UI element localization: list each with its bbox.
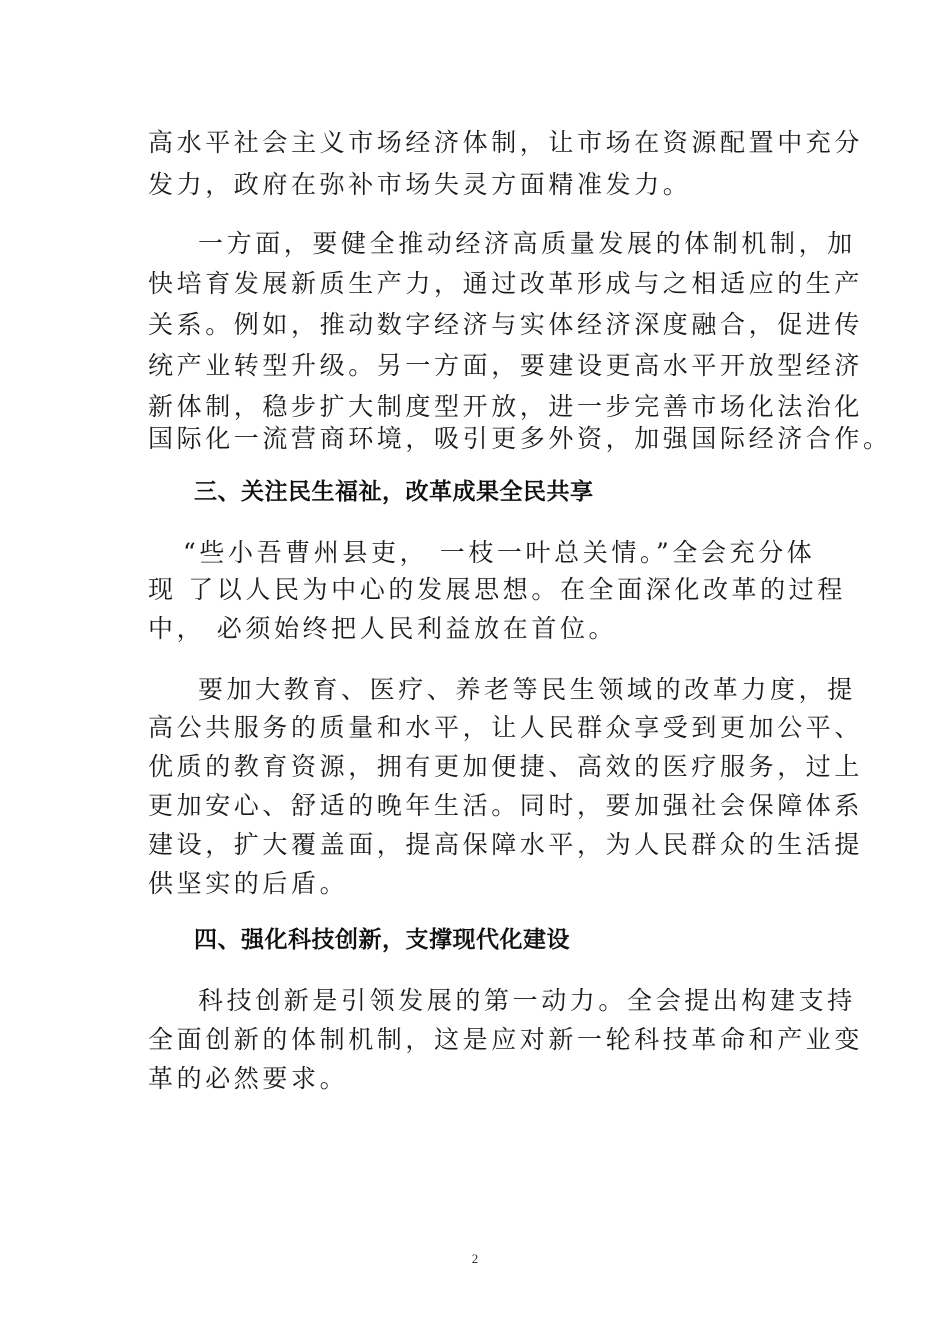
paragraph-4-line-2: 高公共服务的质量和水平，让人民群众享受到更加公平、 <box>148 713 864 742</box>
paragraph-4-line-4: 更加安心、舒适的晚年生活。同时，要加强社会保障体系 <box>148 791 864 820</box>
section-heading-4: 四、强化科技创新，支撑现代化建设 <box>194 927 570 953</box>
paragraph-4-line-5: 建设，扩大覆盖面，提高保障水平，为人民群众的生活提 <box>148 830 864 859</box>
paragraph-4-line-6: 供坚实的后盾。 <box>148 869 349 898</box>
paragraph-4-line-3: 优质的教育资源，拥有更加便捷、高效的医疗服务，过上 <box>148 752 864 781</box>
section-heading-3: 三、关注民生福祉，改革成果全民共享 <box>194 479 594 505</box>
paragraph-2-line-1: 一方面，要健全推动经济高质量发展的体制机制，加 <box>198 229 856 258</box>
paragraph-2-line-3: 关系。例如，推动数字经济与实体经济深度融合，促进传 <box>148 310 864 339</box>
paragraph-5-line-3: 革的必然要求。 <box>148 1064 349 1093</box>
paragraph-4-line-1: 要加大教育、医疗、养老等民生领域的改革力度，提 <box>198 675 856 704</box>
paragraph-2-line-2: 快培育发展新质生产力，通过改革形成与之相适应的生产 <box>148 269 864 298</box>
paragraph-3-line-3: 中， 必须始终把人民利益放在首位。 <box>148 614 618 643</box>
paragraph-3-line-2: 现 了以人民为中心的发展思想。在全面深化改革的过程 <box>148 575 846 604</box>
paragraph-2-line-5: 新体制，稳步扩大制度型开放，进一步完善市场化法治化 <box>148 392 864 421</box>
paragraph-2-line-4: 统产业转型升级。另一方面，要建设更高水平开放型经济 <box>148 351 864 380</box>
paragraph-5-line-2: 全面创新的体制机制，这是应对新一轮科技革命和产业变 <box>148 1025 864 1054</box>
paragraph-5-line-1: 科技创新是引领发展的第一动力。全会提出构建支持 <box>198 986 856 1015</box>
page-number: 2 <box>471 1251 479 1266</box>
paragraph-2-line-6: 国际化一流营商环境，吸引更多外资，加强国际经济合作。 <box>148 424 892 453</box>
paragraph-1-line-2: 发力，政府在弥补市场失灵方面精准发力。 <box>148 170 692 199</box>
paragraph-3-line-1: “些小吾曹州县吏， 一枝一叶总关情。”全会充分体 <box>183 538 816 567</box>
paragraph-1-line-1: 高水平社会主义市场经济体制，让市场在资源配置中充分 <box>148 128 864 157</box>
